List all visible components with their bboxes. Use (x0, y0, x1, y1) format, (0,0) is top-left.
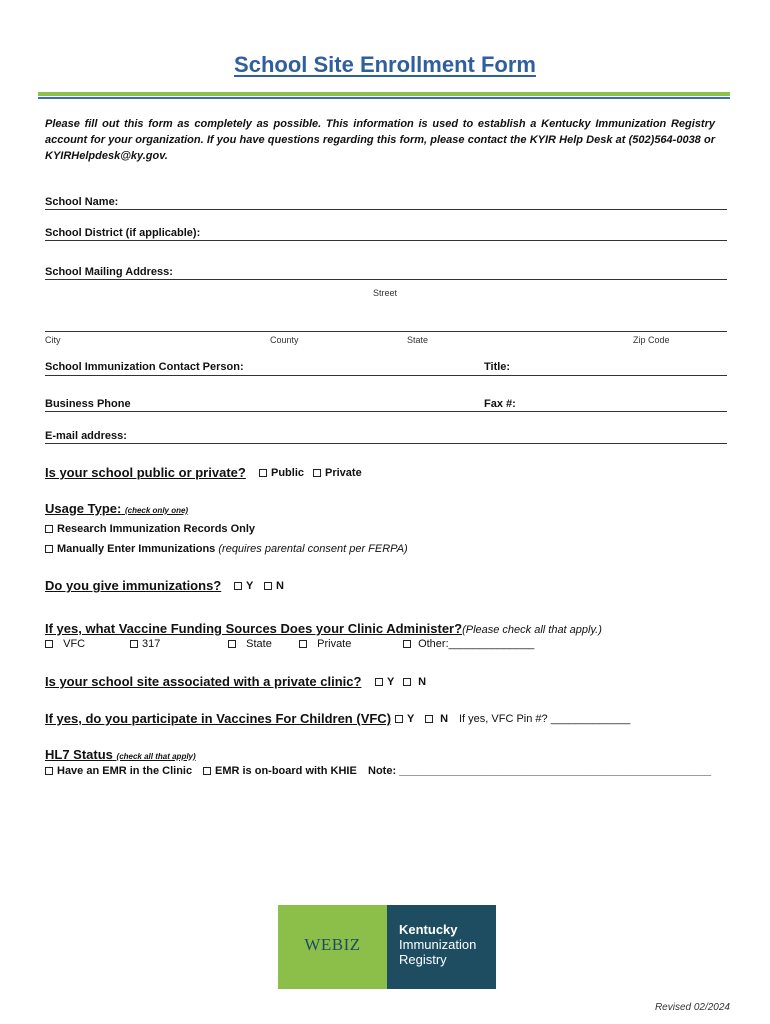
city-caption: City (45, 335, 61, 345)
funding-vfc-checkbox[interactable] (45, 638, 85, 650)
funding-private-checkbox[interactable] (299, 638, 351, 650)
funding-question: If yes, what Vaccine Funding Sources Does your Clinic Administer? (45, 621, 463, 636)
checkbox-icon[interactable] (395, 715, 403, 723)
usage-manual-note: (requires parental consent per FERPA) (218, 543, 408, 555)
kyir-logo (387, 905, 496, 989)
usage-manual-label: Manually Enter Immunizations (57, 543, 216, 555)
clinic-no-checkbox[interactable] (403, 676, 426, 688)
checkbox-icon[interactable] (203, 767, 211, 775)
usage-type-note: (check only one) (124, 506, 189, 515)
checkbox-icon[interactable] (45, 767, 53, 775)
clinic-yes-checkbox[interactable] (375, 676, 394, 688)
vfc-pin-field[interactable]: If yes, VFC Pin #? _____________ (459, 713, 631, 725)
hl7-note-field[interactable]: Note: ___________________________________________________ (368, 765, 712, 777)
clinic-yes-label: Y (387, 676, 395, 688)
state-caption: State (407, 335, 429, 345)
business-phone-label: Business Phone (45, 398, 131, 410)
email-label: E-mail address: (45, 430, 127, 442)
private-checkbox[interactable] (313, 467, 362, 479)
private-clinic-question: Is your school site associated with a private clinic? (45, 674, 362, 689)
street-caption: Street (373, 288, 398, 298)
checkbox-icon[interactable] (130, 640, 138, 648)
revised-date: Revised 02/2024 (654, 1002, 730, 1013)
public-checkbox[interactable] (259, 467, 304, 479)
mailing-address-label: School Mailing Address: (45, 266, 173, 278)
hl7-heading (45, 747, 196, 762)
kyir-logo-text (399, 922, 476, 967)
checkbox-icon[interactable] (234, 582, 242, 590)
funding-question-row (45, 620, 602, 638)
phone-fax-field[interactable] (45, 411, 727, 412)
vfc-question: If yes, do you participate in Vaccines For Children (VFC) (45, 711, 392, 726)
city-county-state-zip-field[interactable] (45, 331, 727, 332)
checkbox-icon[interactable] (228, 640, 236, 648)
street-field[interactable] (45, 279, 727, 280)
funding-other-label: Other:______________ (418, 638, 535, 650)
public-label: Public (271, 467, 305, 479)
header-divider-blue (38, 97, 730, 99)
school-district-field[interactable] (45, 240, 727, 241)
funding-317-label: 317 (142, 638, 161, 650)
hl7-khie-checkbox[interactable] (203, 765, 357, 777)
public-private-question: Is your school public or private? (45, 465, 246, 480)
webiz-logo-text: WEBIZ (304, 935, 361, 954)
usage-type-title: Usage Type: (45, 501, 122, 516)
intro-text: Please fill out this form as completely as possible. This information is used to establish a Kentucky Immunization Registry account for your organization. If you have questions regarding this form, please contact the KYIR Help Desk at (502)564-0038 or KYIRHelpdesk@ky.gov. (45, 118, 715, 162)
hl7-emr-label: Have an EMR in the Clinic (57, 765, 193, 777)
checkbox-icon[interactable] (425, 715, 433, 723)
vfc-yes-checkbox[interactable] (395, 713, 414, 725)
webiz-logo (278, 905, 387, 989)
usage-research-option[interactable] (45, 523, 255, 535)
contact-title-field[interactable] (45, 375, 727, 376)
kyir-line1: Kentucky (399, 922, 458, 937)
fax-label: Fax #: (484, 398, 516, 410)
checkbox-icon[interactable] (313, 469, 321, 477)
usage-type-heading (45, 501, 188, 516)
funding-317-checkbox[interactable] (130, 638, 160, 650)
form-title: School Site Enrollment Form (234, 52, 536, 77)
hl7-emr-checkbox[interactable] (45, 765, 192, 777)
school-name-label: School Name: (45, 196, 119, 208)
school-district-label: School District (if applicable): (45, 227, 201, 239)
checkbox-icon[interactable] (45, 525, 53, 533)
header-divider-green (38, 92, 730, 96)
usage-manual-option[interactable] (45, 543, 408, 555)
clinic-no-label: N (418, 676, 427, 688)
school-name-field[interactable] (45, 209, 727, 210)
usage-research-label: Research Immunization Records Only (57, 523, 256, 535)
zip-caption: Zip Code (633, 335, 670, 345)
immunize-no-checkbox[interactable] (264, 580, 284, 592)
immunize-yes-label: Y (246, 580, 254, 592)
checkbox-icon[interactable] (375, 678, 383, 686)
immunize-yes-checkbox[interactable] (234, 580, 253, 592)
funding-vfc-label: VFC (63, 638, 86, 650)
hl7-note: (check all that apply) (116, 752, 196, 761)
checkbox-icon[interactable] (45, 545, 53, 553)
kyir-line2: Immunization (399, 937, 477, 952)
funding-state-label: State (246, 638, 272, 650)
email-field[interactable] (45, 443, 727, 444)
funding-other-checkbox[interactable] (403, 638, 534, 650)
checkbox-icon[interactable] (403, 678, 411, 686)
funding-state-checkbox[interactable] (228, 638, 272, 650)
checkbox-icon[interactable] (264, 582, 272, 590)
contact-person-label: School Immunization Contact Person: (45, 361, 244, 373)
private-label: Private (325, 467, 362, 479)
hl7-khie-label: EMR is on-board with KHIE (215, 765, 357, 777)
vfc-yes-label: Y (407, 713, 415, 725)
checkbox-icon[interactable] (299, 640, 307, 648)
funding-private-label: Private (317, 638, 352, 650)
funding-note: (Please check all that apply.) (462, 624, 602, 636)
checkbox-icon[interactable] (259, 469, 267, 477)
give-immunizations-question: Do you give immunizations? (45, 578, 222, 593)
title-label: Title: (484, 361, 511, 373)
checkbox-icon[interactable] (403, 640, 411, 648)
vfc-no-checkbox[interactable] (425, 713, 448, 725)
hl7-title: HL7 Status (45, 747, 113, 762)
immunize-no-label: N (276, 580, 284, 592)
kyir-line3: Registry (399, 952, 447, 967)
county-caption: County (270, 335, 299, 345)
vfc-no-label: N (440, 713, 449, 725)
checkbox-icon[interactable] (45, 640, 53, 648)
